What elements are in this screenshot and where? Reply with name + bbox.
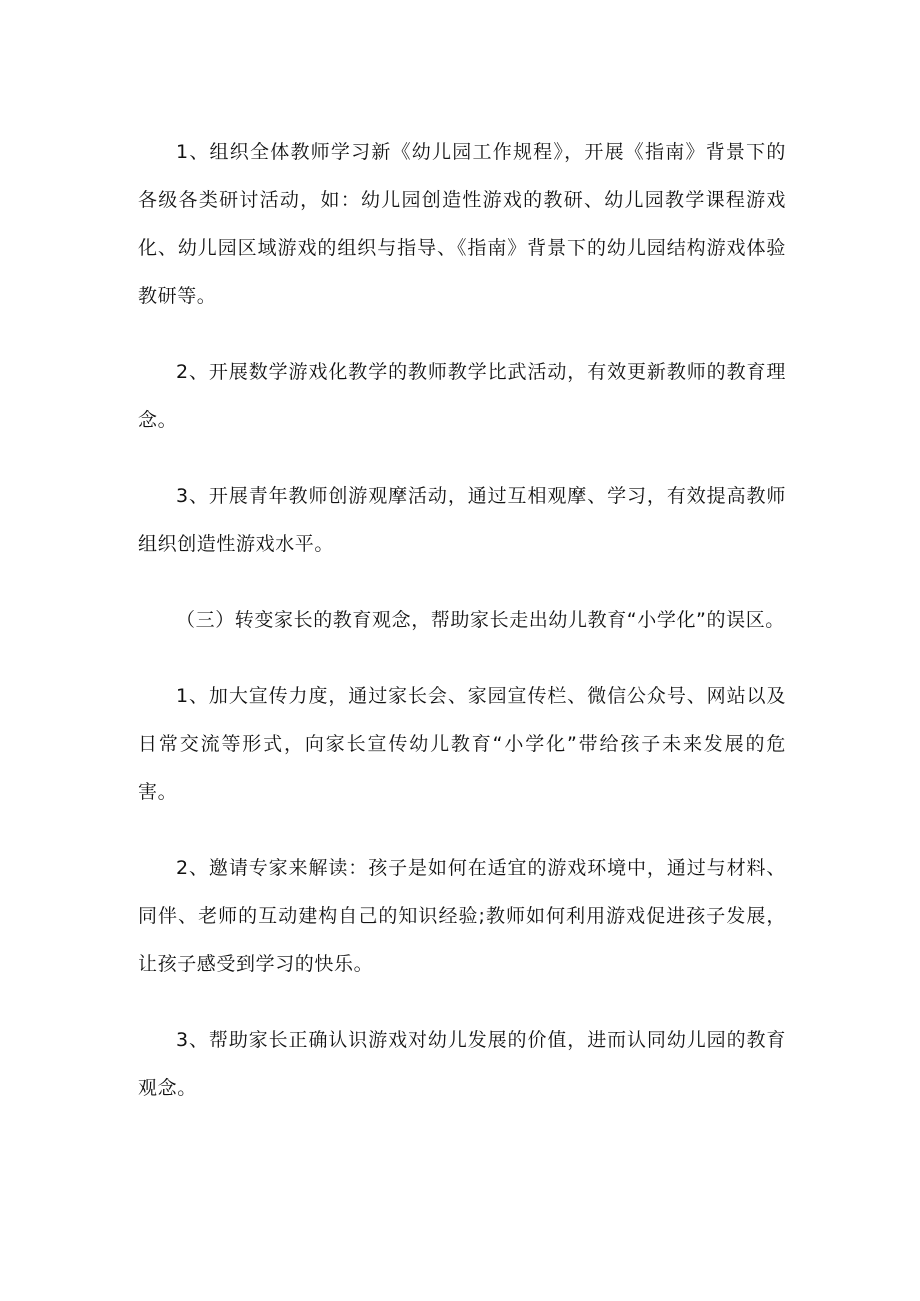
paragraph-parent-understanding: 3、帮助家长正确认识游戏对幼儿发展的价值，进而认同幼儿园的教育观念。 <box>138 1029 786 1099</box>
paragraph-publicity-efforts: 1、加大宣传力度，通过家长会、家园宣传栏、微信公众号、网站以及日常交流等形式，向家长宣传幼儿教育“小学化”带给孩子未来发展的危害。 <box>138 685 786 803</box>
paragraph-young-teacher-observation: 3、开展青年教师创游观摩活动，通过互相观摩、学习，有效提高教师组织创造性游戏水平。 <box>138 485 786 555</box>
paragraph-teacher-research-activities: 1、组织全体教师学习新《幼儿园工作规程》，开展《指南》背景下的各级各类研讨活动，如：幼儿园创造性游戏的教研、幼儿园教学课程游戏化、幼儿园区域游戏的组织与指导、《指南》背景下的幼儿园结构游戏体验教研等。 <box>138 141 786 307</box>
paragraph-math-game-teaching-contest: 2、开展数学游戏化教学的教师教学比武活动，有效更新教师的教育理念。 <box>138 361 786 431</box>
document-body <box>138 128 786 1112</box>
paragraph-expert-interpretation: 2、邀请专家来解读：孩子是如何在适宜的游戏环境中，通过与材料、同伴、老师的互动建构自己的知识经验;教师如何利用游戏促进孩子发展，让孩子感受到学习的快乐。 <box>138 857 786 975</box>
section-heading-parent-education: （三）转变家长的教育观念，帮助家长走出幼儿教育“小学化”的误区。 <box>176 609 785 631</box>
